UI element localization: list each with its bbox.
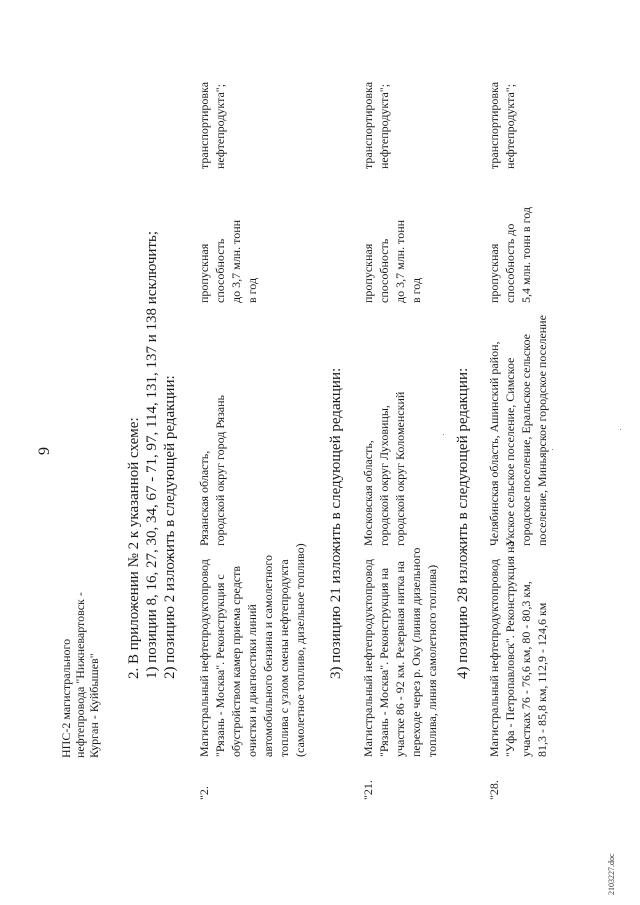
entry-location: Челябинская область, Ашинский район, <box>487 341 501 546</box>
instruction-item: 2) позицию 2 изложить в следующей редакции: <box>162 375 178 679</box>
entry-number: "21. <box>361 780 375 800</box>
entry-purpose: транспортировка <box>361 81 375 169</box>
entry-location: городской округ город Рязань <box>213 394 227 546</box>
entry-purpose: нефтепродукта"; <box>213 83 227 169</box>
section-heading: 2. В приложении № 2 к указанной схеме: <box>126 417 142 679</box>
instruction-item: 3) позицию 21 изложить в следующей редакции: <box>328 367 344 679</box>
scan-speck <box>620 429 621 430</box>
entry-object: переходе через р. Оку (линия дизельного <box>409 547 423 757</box>
entry-object: участках 76 - 76,6 км, 80 - 80,3 км, <box>519 581 533 757</box>
entry-object: "Рязань - Москва". Реконструкция на <box>377 567 391 757</box>
entry-location: городское поселение, Еральское сельское <box>519 334 533 546</box>
entry-object: Магистральный нефтепродуктопровод <box>487 559 501 757</box>
entry-object: "Рязань - Москва". Реконструкция с <box>213 574 227 757</box>
entry-object: автомобильного бензина и самолетного <box>261 554 275 757</box>
instruction-item: 1) позиции 8, 16, 27, 30, 34, 67 - 71, 97, 114, 131, 137 и 138 исключить; <box>144 230 160 679</box>
carryover-line: нефтепровода "Нижневартовск - <box>73 592 87 758</box>
entry-capacity: способность <box>377 238 391 303</box>
entry-object: Магистральный нефтепродуктопровод <box>361 559 375 757</box>
entry-capacity: способность <box>213 238 227 303</box>
entry-capacity: до 3,7 млн. тонн <box>229 219 243 303</box>
footer-code: 2103227.doc <box>607 853 616 895</box>
entry-location: Рязанская область, <box>197 450 211 546</box>
entry-object: обустройством камер приема средств <box>229 565 243 757</box>
entry-number: "2. <box>197 786 211 800</box>
scan-speck <box>443 434 444 435</box>
entry-capacity: до 3,7 млн. тонн <box>393 219 407 303</box>
page-number: 9 <box>36 447 53 455</box>
entry-capacity: пропускная <box>361 243 375 303</box>
entry-capacity: способность до <box>503 223 517 303</box>
carryover-line: Курган - Куйбышев" <box>87 653 101 758</box>
entry-purpose: транспортировка <box>487 81 501 169</box>
entry-object: очистки и диагностики линий <box>245 604 259 757</box>
scan-speck <box>552 449 553 450</box>
entry-object: участке 86 - 92 км. Резервная нитка на <box>393 560 407 757</box>
entry-location: Московская область, <box>361 440 375 546</box>
entry-object: топлива, линия самолетного топлива) <box>425 564 439 757</box>
entry-purpose: нефтепродукта"; <box>377 83 391 169</box>
entry-object: топлива с узлом смены нефтепродукта <box>277 559 291 757</box>
entry-capacity: пропускная <box>197 243 211 303</box>
instruction-item: 4) позицию 28 изложить в следующей редакции: <box>455 367 471 679</box>
entry-capacity: 5,4 млн. тонн в год <box>519 207 533 303</box>
entry-location: городской округ Коломенский <box>393 391 407 546</box>
entry-purpose: транспортировка <box>197 81 211 169</box>
entry-number: "28. <box>487 780 501 800</box>
entry-object: 81,3 - 85,8 км, 112,9 - 124,6 км <box>535 602 549 757</box>
entry-location: поселение, Миньярское городское поселение <box>535 315 549 546</box>
entry-purpose: нефтепродукта"; <box>503 83 517 169</box>
entry-capacity: пропускная <box>487 243 501 303</box>
entry-object: Магистральный нефтепродуктопровод <box>197 559 211 757</box>
entry-object: "Уфа - Петропавловск". Реконструкция на <box>503 541 517 757</box>
entry-location: городской округ Луховицы, <box>377 405 391 546</box>
carryover-line: НПС-2 магистрального <box>59 638 73 758</box>
entry-object: (самолетное топливо, дизельное топливо) <box>293 543 307 757</box>
entry-location: Укское сельское поселение, Симское <box>503 357 517 546</box>
entry-capacity: в год <box>409 277 423 303</box>
entry-capacity: в год <box>245 277 259 303</box>
